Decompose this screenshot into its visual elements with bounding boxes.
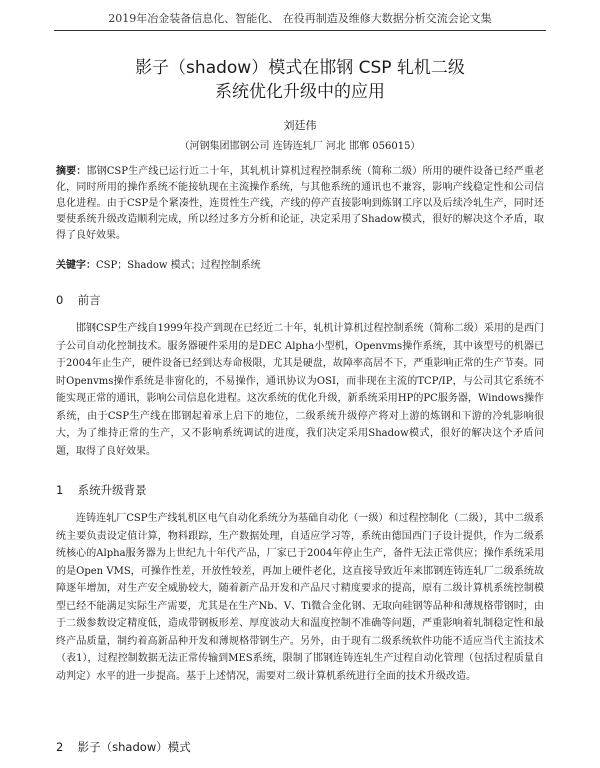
section-heading-1 bbox=[56, 482, 147, 498]
keywords-label: 关键字： bbox=[56, 260, 96, 271]
keywords bbox=[56, 258, 544, 274]
abstract bbox=[56, 164, 544, 244]
section-title: 前言 bbox=[77, 293, 101, 307]
keywords-text: CSP；Shadow 模式；过程控制系统 bbox=[96, 260, 261, 271]
abstract-text: 邯钢CSP生产线已运行近二十年，其轧机计算机过程控制系统（简称二级）所用的硬件设备已经严重老化，同时所用的操作系统不能接轨现在主流操作系统，与其他系统的通讯也不兼容，影响产线稳定性和公司信息化进程。由于CSP是个紧凑性，连贯性生产线，产线的停产直接影响到炼钢工序以及后续冷轧生产，同时还要使系统升级改造顺利完成，所以经过多方分析和论证，决定采用了Shadow模式，很好的解决这个矛盾，取得了良好效果。 bbox=[56, 166, 545, 241]
section-1-paragraph: 连铸连轧厂CSP生产线轧机区电气自动化系统分为基础自动化（一级）和过程控制化（二级），其中二级系统主要负责设定值计算，物料跟踪，生产数据处理，自适应学习等，系统由德国西门子设计提供，作为二级系统核心的Alpha服务器为上世纪九十年代产品，厂家已于2004年停止生产，备件无法正常供应；操作系统采用的是Open VMS，可操作性差，开放性较差，再加上硬件老化，这直接导致近年来邯钢连铸连轧厂二级系统故障逐年增加，对生产安全威胁较大，随着新产品开发和产品尺寸精度要求的提高，原有二级计算机系统控制模型已经不能满足实际生产需要，尤其是在生产Nb、V、Ti微合金化钢、无取向硅钢等品种和薄规格带钢时，由于二级参数设定精度低，造成带钢板形差、厚度波动大和温度控制不准确等问题，严重影响着轧制稳定性和最终产品质量，制约着高新品种开发和薄规格带钢生产。另外，由于现有二级系统软件功能不适应当代主流技术（表1），过程控制数据无法正常传输到MES系统，限制了邯钢连铸连轧生产过程自动化管理（包括过程质量自动判定）水平的进一步提高。基于上述情况，需要对二级计算机系统进行全面的技术升级改造。 bbox=[56, 513, 544, 682]
title-line-2: 系统优化升级中的应用 bbox=[215, 82, 385, 102]
section-heading-2 bbox=[56, 739, 191, 755]
abstract-label: 摘要： bbox=[56, 166, 87, 177]
section-0-paragraph: 邯钢CSP生产线自1999年投产到现在已经近二十年，轧机计算机过程控制系统（简称二级）采用的是西门子公司自动化控制技术。服务器硬件采用的是DEC Alpha小型机，Openvms操作系统，其中该型号的机器已于2004年止生产，硬件设备已经到达寿命极限，尤其是硬盘，故障率高居不下，严重影响正常的生产节奏。同时Openvms操作系统是非窗化的，不易操作，通讯协议为OSI，而非现在主流的TCP/IP，与公司其它系统不能实现正常的通讯，影响公司信息化进程。这次系统的优化升级，新系统采用HP的PC服务器，Windows操作系统，由于CSP生产线在邯钢起着承上启下的地位，二级系统升级停产将对上游的炼钢和下游的冷轧影响很大，为了维持正常的生产，又不影响系统调试的进度，我们决定采用Shadow模式，很好的解决这个矛盾问题，取得了良好效果。 bbox=[56, 323, 544, 457]
section-heading-0 bbox=[56, 292, 101, 308]
running-header: 2019年冶金装备信息化、智能化、 在役再制造及维修大数据分析交流会论文集 bbox=[108, 12, 492, 25]
section-title: 影子（shadow）模式 bbox=[77, 740, 191, 754]
title-line-1: 影子（shadow）模式在邯钢 CSP 轧机二级 bbox=[135, 58, 465, 78]
header-divider bbox=[54, 30, 546, 31]
paper-title bbox=[40, 56, 560, 104]
section-number: 0 bbox=[56, 293, 64, 307]
author-name: 刘廷伟 bbox=[283, 119, 317, 132]
author-affiliation: （河钢集团邯钢公司 连铸连轧厂 河北 邯郸 056015） bbox=[179, 141, 421, 152]
section-number: 2 bbox=[56, 740, 64, 754]
section-title: 系统升级背景 bbox=[77, 483, 147, 497]
section-number: 1 bbox=[56, 483, 64, 497]
